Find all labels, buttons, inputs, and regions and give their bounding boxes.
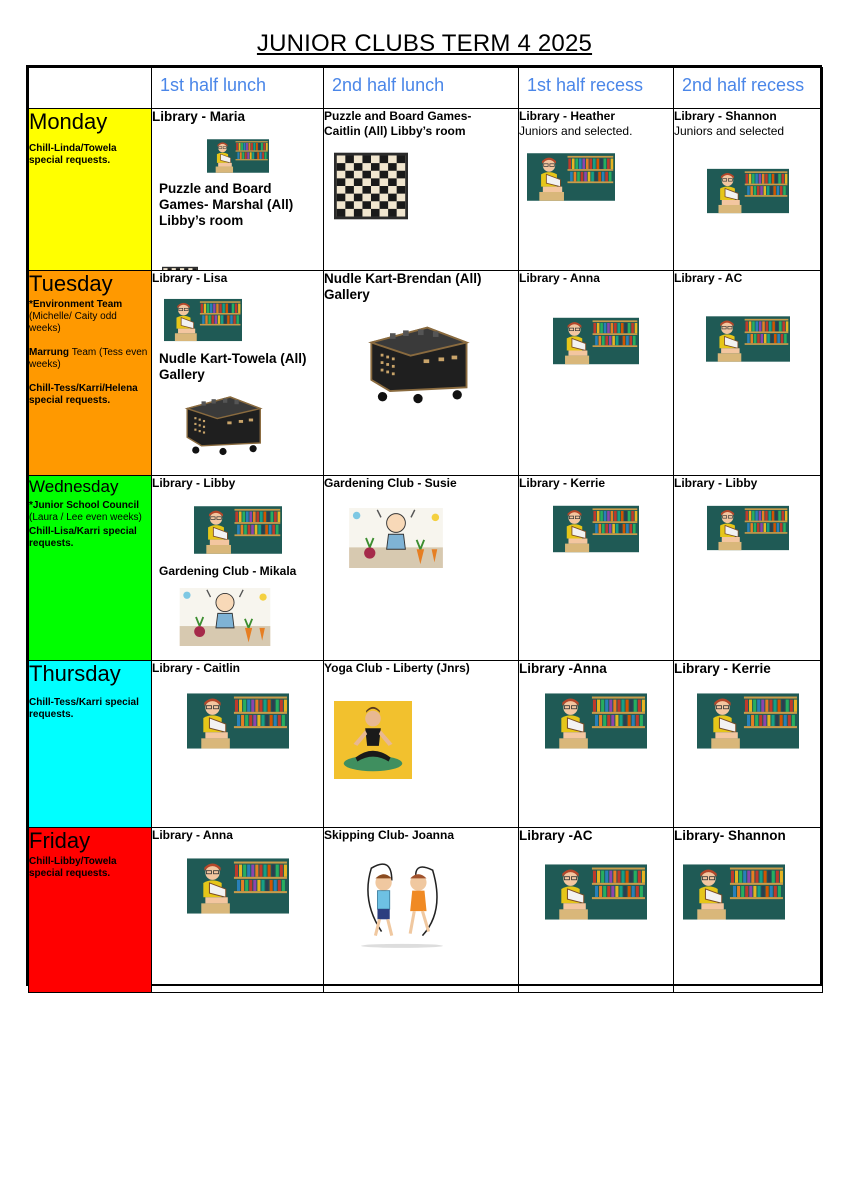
day-name: Friday [29,828,91,853]
day-note [29,347,151,371]
header-cell [519,68,674,109]
club-label: Library -Anna [519,661,607,676]
library-image [194,501,282,559]
tuesday-day-cell [29,271,152,476]
day-note [29,500,151,524]
day-name: Wednesday [29,477,119,496]
club-label: Yoga Club - Liberty (Jnrs) [324,661,470,675]
day-note: Chill-Tess/Karri/Helena special requests. [29,383,138,406]
library-image [697,687,799,755]
day-note: Chill-Lisa/Karri special requests. [29,526,137,549]
library-image [553,311,639,371]
club-label: Library - Anna [152,828,233,842]
library-image [527,149,615,205]
note-text: Team (Tess even weeks) [29,347,148,370]
library-image [706,311,790,367]
tuesday-row [29,271,823,476]
club-label: Library - Shannon [674,109,777,123]
thursday-day-cell [29,661,152,828]
club-label: Puzzle and Board Games- Caitlin (All) Libby’s room [324,109,472,138]
day-note [29,299,151,335]
header-2nd-half-recess: 2nd half recess [682,75,805,95]
skipping-image [350,860,454,952]
monday-day-cell [29,109,152,271]
library-image [707,500,789,556]
monday-lunch1-cell [152,109,324,271]
day-name: Thursday [29,661,121,686]
club-label: Library -AC [519,828,593,843]
header-2nd-half-lunch: 2nd half lunch [332,75,445,95]
monday-recess1-cell [519,109,674,271]
monday-row [29,109,823,271]
thursday-lunch1-cell [152,661,324,828]
page-title: JUNIOR CLUBS TERM 4 2025 [256,30,593,57]
header-cell [324,68,519,109]
club-label: Library - AC [674,271,743,285]
club-label: Library - Libby [152,476,236,490]
club-label: Puzzle and Board Games- Marshal (All) Libby’s room [159,181,294,228]
tuesday-lunch2-cell [324,271,519,476]
club-label: Library - Kerrie [519,476,606,490]
library-image [553,500,639,558]
header-cell [674,68,823,109]
library-image [187,687,289,755]
tuesday-lunch1-cell [152,271,324,476]
friday-day-cell [29,828,152,993]
nudle-kart-image [362,317,474,411]
corner-cell [29,68,152,109]
club-label: Library - Heather [519,109,616,123]
yoga-image [334,701,412,779]
friday-recess1-cell [519,828,674,993]
friday-recess2-cell [674,828,823,993]
monday-recess2-cell [674,109,823,271]
nudle-kart-image [180,389,266,461]
gardening-image [348,508,444,568]
library-image [545,687,647,755]
gardening-image [178,588,272,646]
friday-row [29,828,823,993]
header-row [29,68,823,109]
thursday-lunch2-cell [324,661,519,828]
wednesday-recess1-cell [519,476,674,661]
club-label: Library - Lisa [152,271,228,285]
day-note: Chill-Libby/Towela special requests. [29,856,117,879]
note-text: (Laura / Lee even weeks) [29,512,142,523]
library-image [683,858,785,926]
club-sublabel: Juniors and selected. [519,124,633,138]
header-1st-half-recess: 1st half recess [527,75,644,95]
note-bold: *Environment Team [29,299,123,310]
club-label: Nudle Kart-Brendan (All) Gallery [324,271,482,302]
day-name: Tuesday [29,271,113,296]
chessboard-image [334,151,408,221]
friday-lunch2-cell [324,828,519,993]
tuesday-recess2-cell [674,271,823,476]
header-cell [152,68,324,109]
thursday-recess1-cell [519,661,674,828]
thursday-row [29,661,823,828]
wednesday-day-cell [29,476,152,661]
thursday-recess2-cell [674,661,823,828]
note-bold: Marrung [29,347,69,358]
wednesday-recess2-cell [674,476,823,661]
monday-lunch2-cell [324,109,519,271]
tuesday-recess1-cell [519,271,674,476]
friday-lunch1-cell [152,828,324,993]
schedule-table [26,65,822,986]
club-label: Library - Anna [519,271,600,285]
wednesday-lunch2-cell [324,476,519,661]
club-label: Gardening Club - Susie [324,476,457,490]
club-sublabel: Juniors and selected [674,124,785,138]
note-text: (Michelle/ Caity odd weeks) [29,311,117,334]
wednesday-row [29,476,823,661]
library-image [164,295,242,345]
club-label: Library - Caitlin [152,661,241,675]
note-bold: *Junior School Council [29,500,140,511]
club-label: Library - Kerrie [674,661,771,676]
header-1st-half-lunch: 1st half lunch [160,75,267,95]
day-name: Monday [29,109,108,134]
club-label: Library - Maria [152,109,246,124]
library-image [707,163,789,219]
wednesday-lunch1-cell [152,476,324,661]
day-note: Chill-Tess/Karri special requests. [29,697,139,720]
library-image [207,136,269,176]
library-image [187,852,289,920]
club-label: Skipping Club- Joanna [324,828,455,842]
library-image [545,858,647,926]
day-note: Chill-Linda/Towela special requests. [29,143,117,166]
club-label: Gardening Club - Mikala [159,564,297,578]
club-label: Nudle Kart-Towela (All) Gallery [159,351,307,382]
club-label: Library- Shannon [674,828,786,843]
club-label: Library - Libby [674,476,758,490]
